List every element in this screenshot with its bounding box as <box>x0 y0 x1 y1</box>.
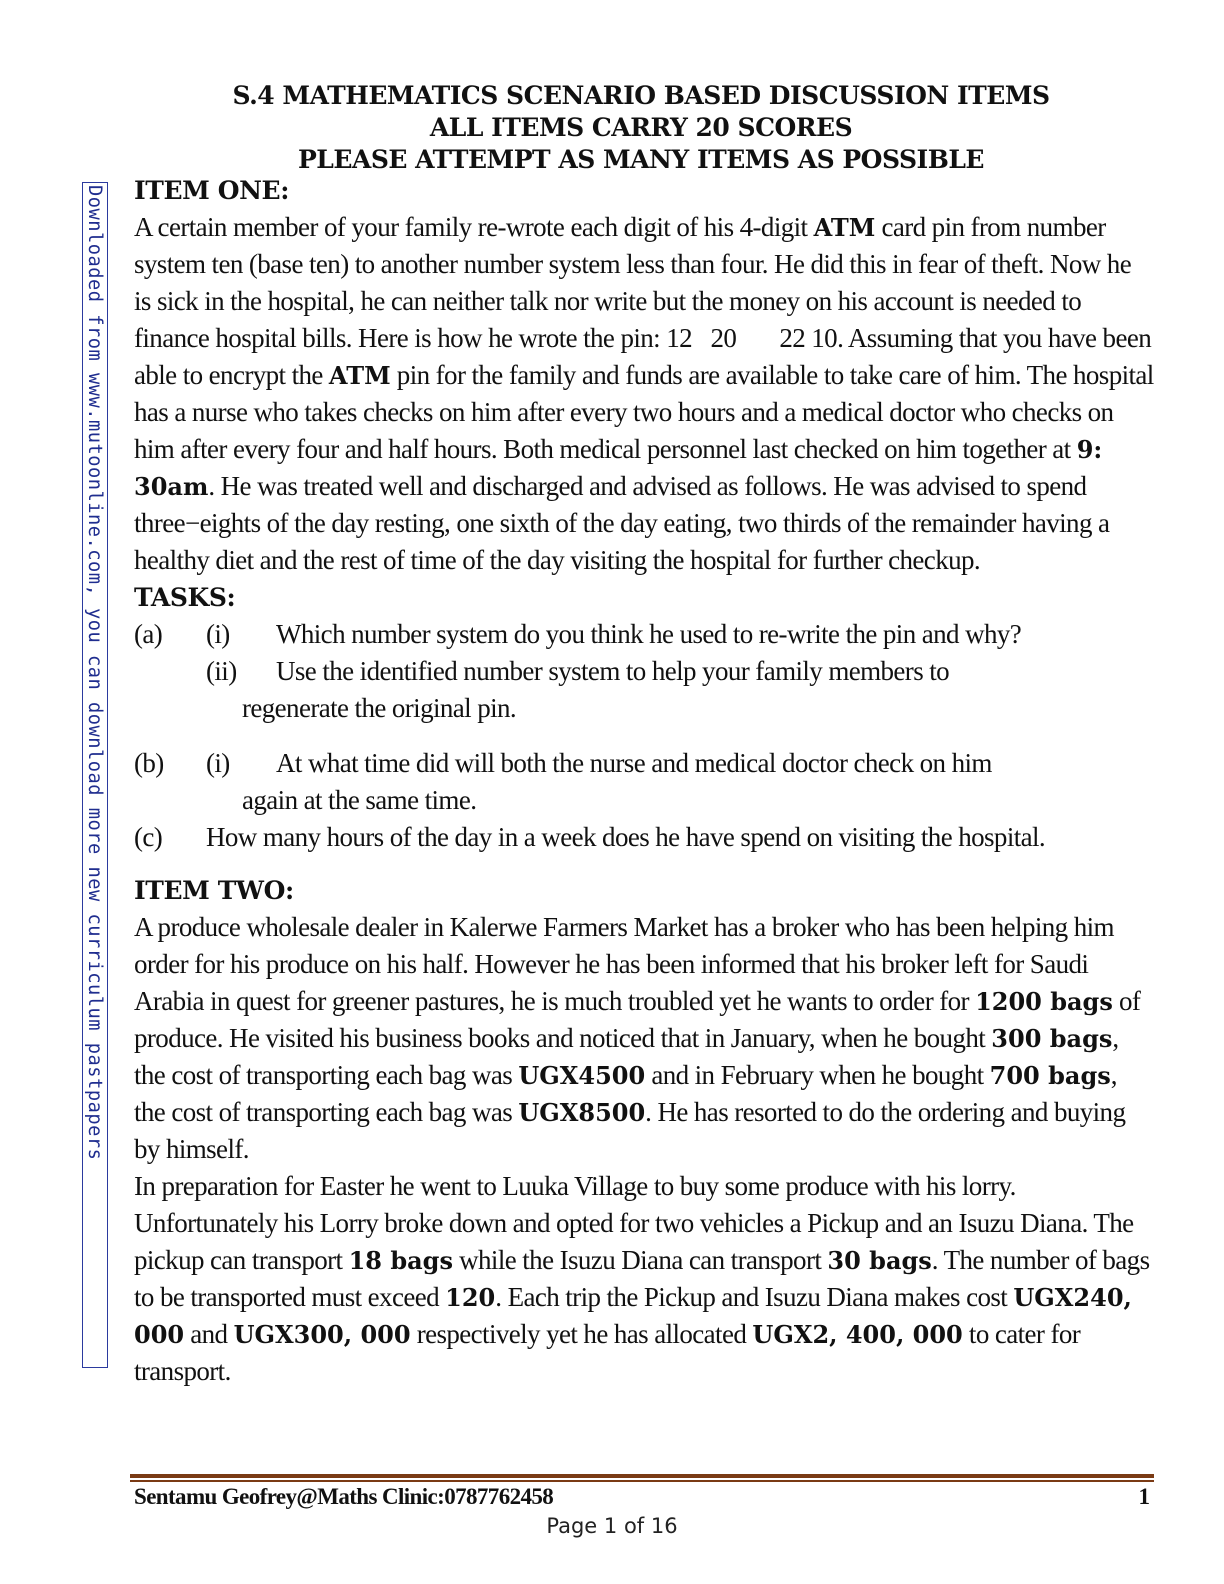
task-text: Use the identified number system to help your family members to <box>276 656 950 686</box>
footer-page-number: 1 <box>1138 1484 1150 1509</box>
text-run: of produce. He visited his business books and noticed that in January, when he bought <box>134 986 1141 1053</box>
text-run: while the Isuzu Diana can transport <box>452 1245 828 1275</box>
bold-run: UGX2, 400, 000 <box>752 1320 963 1349</box>
tasks-heading: TASKS: <box>134 583 236 612</box>
task-text: At what time did will both the nurse and medical doctor check on him <box>276 748 992 778</box>
header-title: S.4 MATHEMATICS SCENARIO BASED DISCUSSION ITEMS <box>232 81 1050 110</box>
text-run: A certain member of your family re-wrote each digit of his 4-digit <box>134 212 814 242</box>
watermark-text: Downloaded from www.mutoonline.com, you can download more new curriculum pastpapers <box>84 185 105 1161</box>
text-run: . He was treated well and discharged and advised as follows. He was advised to spend three−eights of the day resting, one sixth of the day eating, two thirds of the remainder having a healthy diet and the rest of time of the day visiting the hospital for further checkup. <box>134 471 1110 575</box>
bold-run: UGX300, 000 <box>233 1320 411 1349</box>
bold-run: 1200 bags <box>975 987 1113 1016</box>
text-run: . The number of bags to be transported must exceed <box>134 1245 1150 1312</box>
header-instruction: PLEASE ATTEMPT AS MANY ITEMS AS POSSIBLE <box>298 145 984 174</box>
subtask-label: (i) <box>206 748 230 778</box>
text-run: to cater for transport. <box>134 1319 1081 1386</box>
task-text-continued: again at the same time. <box>242 785 477 815</box>
footer-author: Sentamu Geofrey@Maths Clinic:0787762458 <box>134 1484 554 1509</box>
download-watermark <box>82 182 108 1368</box>
bold-run: 120 <box>445 1283 496 1312</box>
task-a-ii <box>134 653 1154 727</box>
item-one-scenario <box>134 209 1154 579</box>
task-a-i <box>134 616 1154 653</box>
text-run: , the cost of transporting each bag was <box>134 1023 1119 1090</box>
task-c <box>134 819 1154 856</box>
text-run: In preparation for Easter he went to Luuka Village to buy some produce with his lorry. Unfortunately his Lorry broke down and opted for two vehicles a Pickup and an Isuzu Diana. The pickup can transport <box>134 1171 1134 1275</box>
bold-run: ATM <box>813 213 876 242</box>
text-run: pin for the family and funds are available to take care of him. The hospital has a nurse who takes checks on him after every two hours and a medical doctor who checks on him after every four and half hours. Both medical personnel last checked on him together at <box>134 360 1154 464</box>
subtask-label: (ii) <box>206 656 237 686</box>
text-run: . Each trip the Pickup and Isuzu Diana makes cost <box>495 1282 1014 1312</box>
text-run: and <box>184 1319 234 1349</box>
text-run: , the cost of transporting each bag was <box>134 1060 1117 1127</box>
bold-run: UGX8500 <box>518 1098 646 1127</box>
item-two-heading: ITEM TWO: <box>134 876 294 905</box>
subtask-label: (i) <box>206 619 230 649</box>
item-two-paragraph-1 <box>134 909 1154 1168</box>
document-body <box>134 172 1154 1390</box>
item-two-paragraph-2 <box>134 1168 1154 1390</box>
task-text: Which number system do you think he used to re-write the pin and why? <box>276 619 1022 649</box>
task-label: (a) <box>134 619 163 649</box>
bold-run: 9: 30am <box>134 435 1103 501</box>
page-indicator: Page 1 of 16 <box>546 1514 678 1538</box>
footer-rule-thick <box>130 1474 1154 1478</box>
bold-run: 30 bags <box>827 1246 932 1275</box>
bold-run: 18 bags <box>348 1246 453 1275</box>
bold-run: UGX240, 000 <box>134 1283 1132 1349</box>
text-run: and in February when he bought <box>645 1060 990 1090</box>
task-label: (c) <box>134 822 163 852</box>
item-one-heading: ITEM ONE: <box>134 176 290 205</box>
bold-run: 700 bags <box>989 1061 1111 1090</box>
task-label: (b) <box>134 748 164 778</box>
task-b-i <box>134 745 1154 819</box>
footer-rule-thin <box>130 1480 1154 1482</box>
task-text: How many hours of the day in a week does he have spend on visiting the hospital. <box>206 822 1046 852</box>
bold-run: UGX4500 <box>518 1061 646 1090</box>
task-text-continued: regenerate the original pin. <box>242 693 517 723</box>
bold-run: ATM <box>328 361 391 390</box>
text-run: respectively yet he has allocated <box>410 1319 753 1349</box>
bold-run: 300 bags <box>991 1024 1113 1053</box>
text-run: card pin from number system ten (base ten) to another number system less than four. He did this in fear of theft. Now he is sick in the hospital, he can neither talk nor write but the money on his account is needed to finance hospital bills. Here is how he wrote the pin: 12 20 22 10. Assuming that you have been able to encrypt the <box>134 212 1152 390</box>
text-run: . He has resorted to do the ordering and buying by himself. <box>134 1097 1126 1164</box>
text-run: A produce wholesale dealer in Kalerwe Farmers Market has a broker who has been helping him order for his produce on his half. However he has been informed that his broker left for Saudi Arabia in quest for greener pastures, he is much troubled yet he wants to order for <box>134 912 1114 1016</box>
document-header <box>130 80 1152 176</box>
header-scores: ALL ITEMS CARRY 20 SCORES <box>429 113 853 142</box>
